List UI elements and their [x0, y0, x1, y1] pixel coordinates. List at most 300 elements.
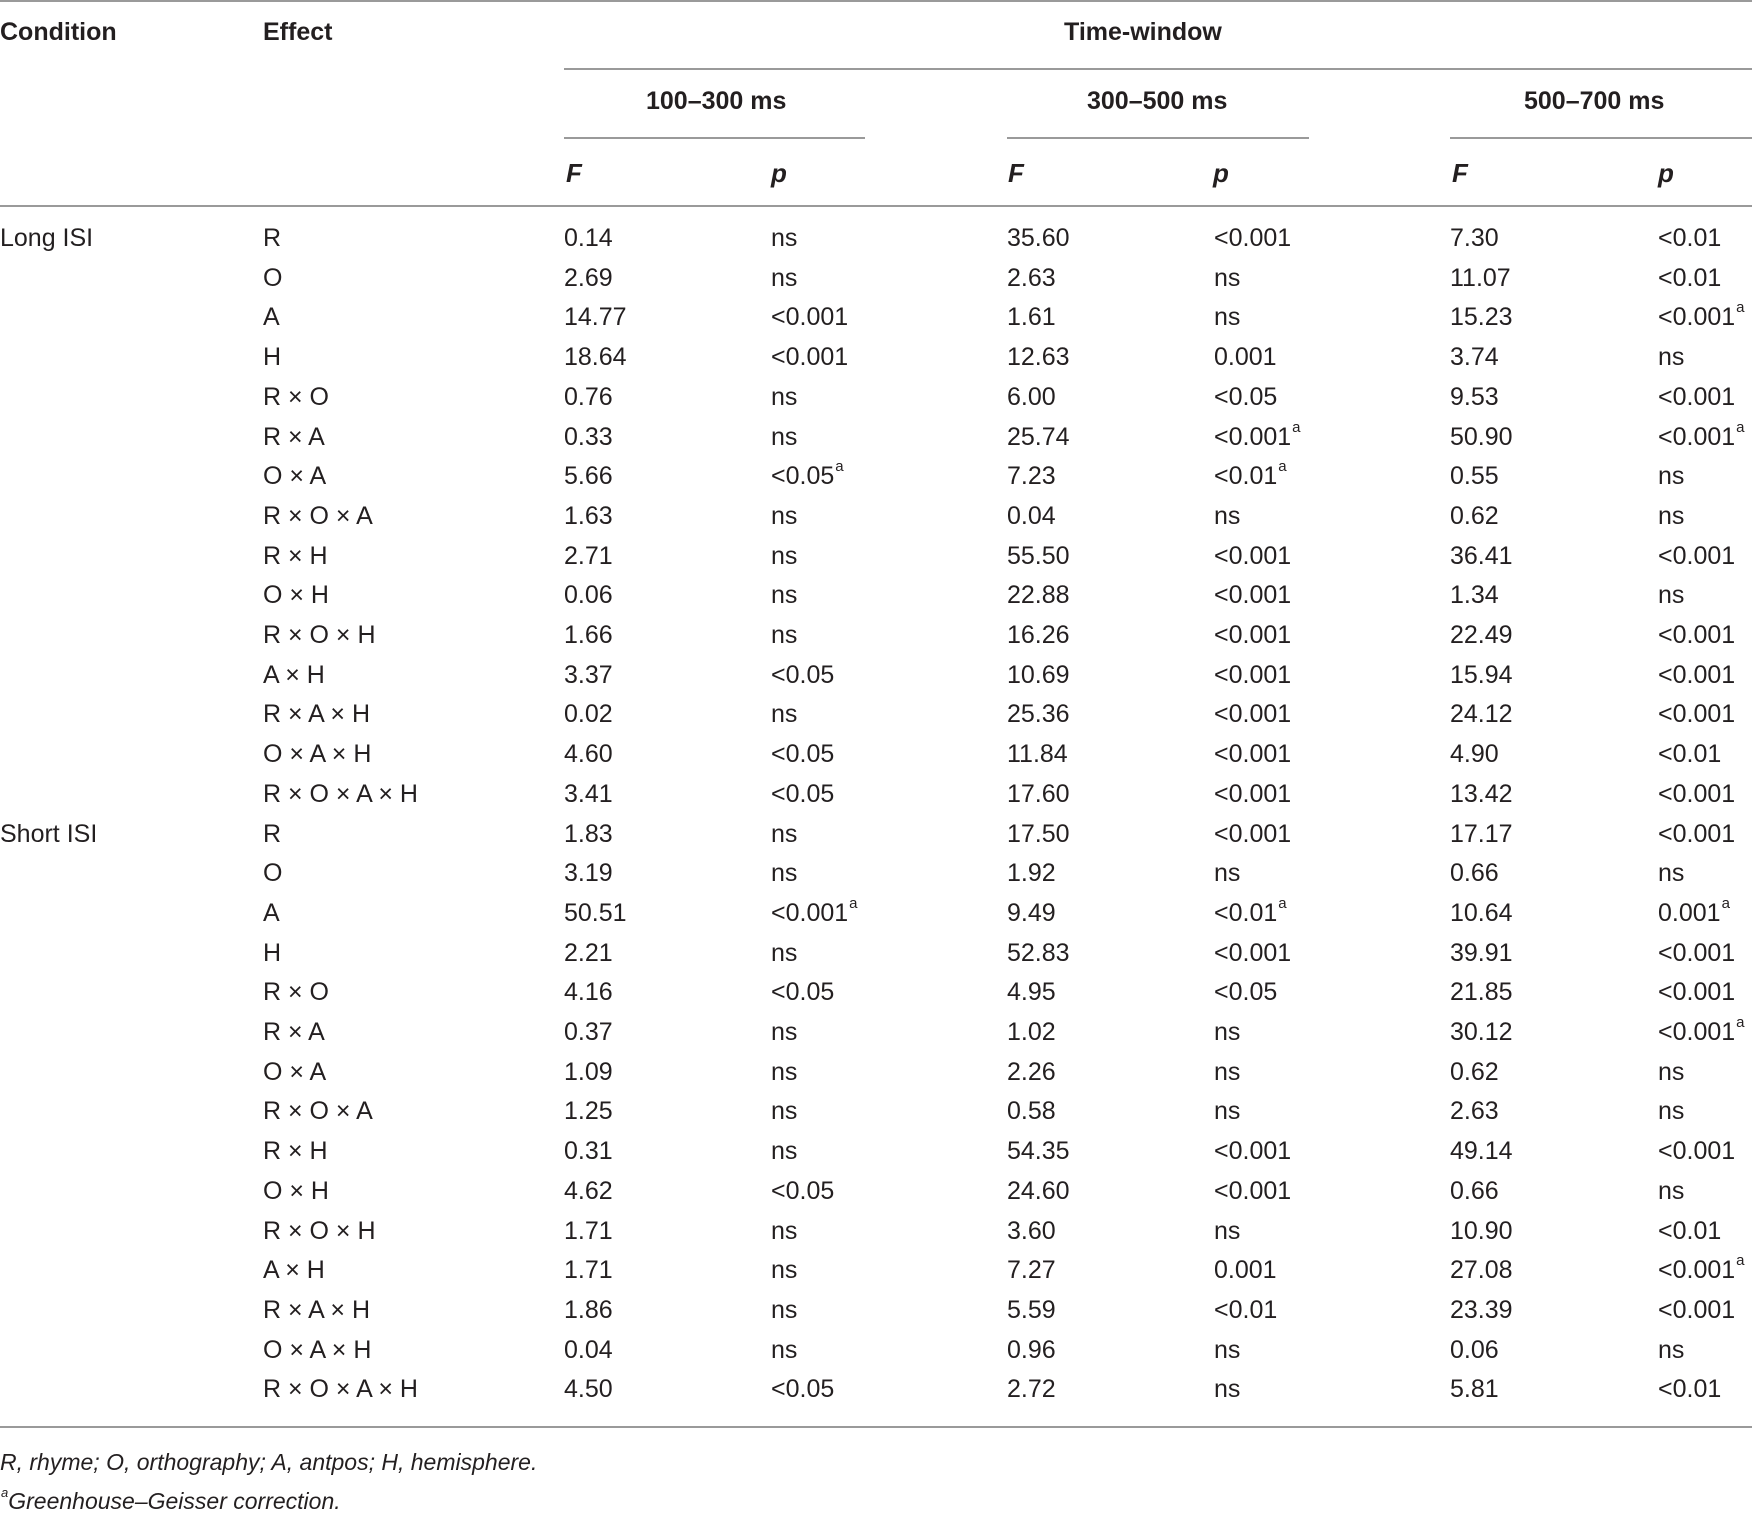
p-cell-300-500-value: <0.001: [1214, 423, 1292, 451]
f-cell-500-700-value: 1.34: [1450, 581, 1499, 609]
f-cell-100-300-value: 2.21: [564, 939, 613, 967]
p-cell-500-700-value: ns: [1658, 462, 1685, 490]
f-cell-300-500-value: 5.59: [1007, 1296, 1056, 1324]
f-cell-500-700-value: 0.66: [1450, 1177, 1499, 1205]
f-cell-300-500: [1007, 623, 1070, 648]
p-cell-300-500-value: ns: [1214, 264, 1241, 292]
p-cell-500-700: [1658, 1377, 1721, 1402]
f-cell-300-500-value: 4.95: [1007, 978, 1056, 1006]
effect-cell: [263, 861, 282, 886]
p-cell-100-300: [771, 623, 797, 648]
p-cell-300-500-value: <0.001: [1214, 1177, 1292, 1205]
f-cell-500-700: [1450, 623, 1513, 648]
p-cell-300-500-value: <0.01: [1214, 462, 1278, 490]
f-cell-500-700: [1450, 1377, 1499, 1402]
f-cell-500-700-value: 50.90: [1450, 423, 1513, 451]
f-cell-500-700: [1450, 305, 1513, 330]
p-cell-100-300: [771, 425, 797, 450]
f-cell-500-700: [1450, 1099, 1499, 1124]
effect-cell-value: R × A × H: [263, 1296, 371, 1324]
f-cell-100-300-value: 2.69: [564, 264, 613, 292]
f-cell-100-300-value: 0.33: [564, 423, 613, 451]
p-cell-100-300-value: ns: [771, 502, 798, 530]
effect-cell: [263, 782, 418, 807]
p-cell-100-300-value: ns: [771, 859, 798, 887]
window-1-rule: [564, 137, 865, 139]
f-cell-500-700-value: 21.85: [1450, 978, 1513, 1006]
f-cell-500-700: [1450, 980, 1513, 1005]
f-cell-100-300-value: 4.50: [564, 1375, 613, 1403]
p-cell-300-500-value: ns: [1214, 1058, 1241, 1086]
effect-cell-value: R × A × H: [263, 700, 371, 728]
f-cell-100-300: [564, 861, 613, 886]
window-3-header: 500–700 ms: [1524, 87, 1665, 115]
f-cell-500-700: [1450, 941, 1513, 966]
f-cell-500-700-value: 0.62: [1450, 502, 1499, 530]
p-cell-500-700: [1658, 1014, 1745, 1046]
effect-cell-value: R × O × A × H: [263, 1375, 418, 1403]
effect-cell-value: O × A × H: [263, 740, 372, 768]
effect-cell-value: R × A: [263, 1018, 325, 1046]
f-cell-300-500-value: 0.58: [1007, 1097, 1056, 1125]
p-cell-500-700: [1658, 782, 1735, 807]
f-cell-300-500-value: 52.83: [1007, 939, 1070, 967]
f-cell-500-700: [1450, 385, 1499, 410]
f-cell-300-500: [1007, 1179, 1070, 1204]
p-cell-500-700: [1658, 299, 1745, 331]
window-1-header: 100–300 ms: [646, 87, 787, 115]
f-header-2: F: [1008, 158, 1024, 188]
f-cell-100-300-value: 1.86: [564, 1296, 613, 1324]
f-cell-100-300: [564, 305, 627, 330]
f-cell-300-500-value: 1.92: [1007, 859, 1056, 887]
p-cell-100-300: [771, 385, 797, 410]
f-cell-500-700-value: 3.74: [1450, 343, 1499, 371]
f-cell-100-300-value: 4.62: [564, 1177, 613, 1205]
effect-cell: [263, 544, 328, 569]
effect-header: Effect: [263, 18, 333, 46]
f-cell-500-700: [1450, 1020, 1513, 1045]
p-cell-300-500: [1214, 822, 1291, 847]
f-cell-100-300: [564, 623, 613, 648]
f-cell-300-500-value: 9.49: [1007, 899, 1056, 927]
effect-cell: [263, 504, 373, 529]
p-cell-500-700-value: ns: [1658, 1177, 1685, 1205]
p-cell-500-700-value: ns: [1658, 581, 1685, 609]
f-cell-100-300-value: 0.76: [564, 383, 613, 411]
f-cell-300-500: [1007, 544, 1070, 569]
top-rule: [0, 0, 1752, 2]
f-cell-100-300: [564, 1298, 613, 1323]
effect-cell-value: R: [263, 224, 282, 252]
f-cell-300-500: [1007, 345, 1070, 370]
footnote-marker: a: [1721, 895, 1730, 912]
p-cell-500-700: [1658, 1298, 1735, 1323]
f-cell-100-300-value: 1.09: [564, 1058, 613, 1086]
f-cell-100-300-value: 1.83: [564, 820, 613, 848]
p-cell-100-300: [771, 663, 834, 688]
f-cell-300-500-value: 7.27: [1007, 1256, 1056, 1284]
effect-cell: [263, 1338, 371, 1363]
effect-cell-value: O × A: [263, 462, 327, 490]
p-cell-100-300: [771, 742, 834, 767]
effect-cell: [263, 1298, 370, 1323]
p-cell-300-500: [1214, 742, 1291, 767]
f-cell-500-700-value: 7.30: [1450, 224, 1499, 252]
f-cell-500-700: [1450, 345, 1499, 370]
p-cell-100-300: [771, 458, 844, 490]
p-cell-100-300-value: ns: [771, 1296, 798, 1324]
effect-cell: [263, 583, 329, 608]
f-cell-100-300: [564, 226, 613, 251]
f-cell-100-300-value: 1.71: [564, 1256, 613, 1284]
f-cell-500-700-value: 2.63: [1450, 1097, 1499, 1125]
p-cell-300-500: [1214, 1338, 1240, 1363]
p-cell-500-700: [1658, 226, 1721, 251]
effect-cell-value: O × A × H: [263, 1336, 372, 1364]
p-cell-100-300: [771, 305, 848, 330]
p-cell-500-700: [1658, 1060, 1684, 1085]
p-cell-500-700-value: <0.001: [1658, 820, 1736, 848]
p-cell-100-300-value: ns: [771, 1097, 798, 1125]
p-cell-300-500-value: ns: [1214, 859, 1241, 887]
f-cell-300-500: [1007, 1060, 1056, 1085]
p-cell-500-700: [1658, 464, 1684, 489]
p-cell-100-300: [771, 980, 834, 1005]
effect-cell-value: A: [263, 303, 280, 331]
p-cell-500-700-value: <0.001: [1658, 303, 1736, 331]
effect-cell: [263, 663, 325, 688]
p-cell-100-300: [771, 782, 834, 807]
condition-header: Condition: [0, 18, 117, 46]
p-cell-500-700-value: <0.001: [1658, 383, 1736, 411]
f-cell-100-300: [564, 742, 613, 767]
p-cell-300-500-value: <0.001: [1214, 740, 1292, 768]
p-cell-500-700-value: <0.001: [1658, 780, 1736, 808]
p-cell-300-500: [1214, 1377, 1240, 1402]
f-cell-300-500: [1007, 861, 1056, 886]
p-cell-100-300-value: ns: [771, 939, 798, 967]
p-cell-500-700: [1658, 702, 1735, 727]
p-cell-300-500: [1214, 504, 1240, 529]
p-cell-500-700-value: <0.01: [1658, 264, 1722, 292]
p-cell-300-500-value: <0.001: [1214, 1137, 1292, 1165]
f-header-3: F: [1452, 158, 1468, 188]
time-window-rule: [564, 68, 1752, 70]
effect-cell: [263, 1219, 376, 1244]
effect-cell-value: H: [263, 343, 282, 371]
f-cell-300-500-value: 55.50: [1007, 542, 1070, 570]
p-cell-500-700-value: <0.001: [1658, 1296, 1736, 1324]
f-cell-500-700: [1450, 1219, 1513, 1244]
f-cell-500-700: [1450, 1179, 1499, 1204]
effect-cell-value: A × H: [263, 661, 325, 689]
p-cell-100-300-value: <0.001: [771, 303, 849, 331]
p-cell-500-700-value: ns: [1658, 1336, 1685, 1364]
p-cell-300-500: [1214, 458, 1287, 490]
f-cell-500-700-value: 0.62: [1450, 1058, 1499, 1086]
f-cell-300-500: [1007, 425, 1070, 450]
p-cell-500-700-value: <0.001: [1658, 1256, 1736, 1284]
f-cell-100-300-value: 4.16: [564, 978, 613, 1006]
f-cell-300-500: [1007, 1219, 1056, 1244]
f-cell-100-300-value: 0.06: [564, 581, 613, 609]
f-header-1: F: [566, 158, 582, 188]
header-bottom-rule: [0, 205, 1752, 207]
effect-cell: [263, 305, 280, 330]
f-cell-500-700-value: 30.12: [1450, 1018, 1513, 1046]
p-cell-100-300: [771, 226, 797, 251]
f-cell-100-300: [564, 266, 613, 291]
effect-cell: [263, 1139, 328, 1164]
f-cell-100-300: [564, 464, 613, 489]
p-cell-500-700-value: ns: [1658, 343, 1685, 371]
p-cell-500-700-value: ns: [1658, 502, 1685, 530]
f-cell-500-700: [1450, 663, 1513, 688]
p-cell-500-700-value: <0.01: [1658, 1375, 1722, 1403]
p-cell-300-500: [1214, 941, 1291, 966]
p-header-2: p: [1213, 158, 1229, 188]
p-cell-300-500: [1214, 663, 1291, 688]
f-cell-500-700-value: 13.42: [1450, 780, 1513, 808]
p-cell-300-500: [1214, 1258, 1277, 1283]
f-cell-100-300: [564, 1338, 613, 1363]
f-cell-300-500-value: 12.63: [1007, 343, 1070, 371]
p-cell-500-700: [1658, 1099, 1684, 1124]
effect-cell-value: R × H: [263, 1137, 328, 1165]
f-cell-100-300: [564, 583, 613, 608]
p-cell-300-500: [1214, 544, 1291, 569]
p-cell-300-500-value: <0.001: [1214, 581, 1292, 609]
p-cell-100-300: [771, 504, 797, 529]
f-cell-500-700: [1450, 702, 1513, 727]
f-cell-300-500-value: 25.74: [1007, 423, 1070, 451]
p-cell-500-700: [1658, 345, 1684, 370]
f-cell-300-500: [1007, 583, 1070, 608]
footnote-marker: a: [1736, 299, 1745, 316]
p-cell-500-700: [1658, 980, 1735, 1005]
f-cell-300-500: [1007, 385, 1056, 410]
effect-cell: [263, 464, 326, 489]
p-cell-500-700: [1658, 419, 1745, 451]
effect-cell-value: O × H: [263, 581, 329, 609]
p-cell-300-500-value: <0.001: [1214, 661, 1292, 689]
p-cell-500-700: [1658, 623, 1735, 648]
p-cell-300-500: [1214, 385, 1277, 410]
p-cell-500-700: [1658, 266, 1721, 291]
p-cell-500-700-value: <0.001: [1658, 542, 1736, 570]
window-2-rule: [1007, 137, 1309, 139]
p-cell-100-300-value: ns: [771, 1018, 798, 1046]
f-cell-300-500-value: 6.00: [1007, 383, 1056, 411]
effect-cell-value: R × A: [263, 423, 325, 451]
p-cell-100-300-value: ns: [771, 1256, 798, 1284]
p-cell-300-500: [1214, 266, 1240, 291]
p-cell-100-300-value: <0.05: [771, 661, 835, 689]
p-cell-500-700-value: <0.01: [1658, 224, 1722, 252]
p-cell-500-700: [1658, 1219, 1721, 1244]
p-cell-300-500: [1214, 1219, 1240, 1244]
f-cell-500-700: [1450, 1338, 1499, 1363]
f-cell-100-300-value: 0.31: [564, 1137, 613, 1165]
p-cell-100-300: [771, 861, 797, 886]
effect-cell: [263, 1099, 373, 1124]
p-cell-300-500-value: <0.05: [1214, 383, 1278, 411]
p-cell-100-300-value: <0.05: [771, 462, 835, 490]
effect-cell: [263, 425, 325, 450]
effect-cell-value: A: [263, 899, 280, 927]
f-cell-500-700-value: 5.81: [1450, 1375, 1499, 1403]
f-cell-300-500-value: 17.50: [1007, 820, 1070, 848]
effect-cell: [263, 1258, 325, 1283]
p-cell-500-700-value: <0.001: [1658, 1018, 1736, 1046]
f-cell-100-300-value: 0.14: [564, 224, 613, 252]
p-cell-300-500-value: 0.001: [1214, 343, 1277, 371]
table-bottom-rule: [0, 1426, 1752, 1428]
f-cell-100-300: [564, 1179, 613, 1204]
f-cell-500-700: [1450, 226, 1499, 251]
f-cell-100-300: [564, 1139, 613, 1164]
effect-cell-value: A × H: [263, 1256, 325, 1284]
f-cell-500-700-value: 10.90: [1450, 1217, 1513, 1245]
f-cell-300-500-value: 54.35: [1007, 1137, 1070, 1165]
f-cell-300-500: [1007, 1377, 1056, 1402]
p-cell-100-300-value: ns: [771, 224, 798, 252]
f-cell-100-300: [564, 345, 627, 370]
f-cell-500-700: [1450, 425, 1513, 450]
f-cell-100-300: [564, 980, 613, 1005]
condition-cell: [0, 226, 93, 251]
effect-cell-value: R × O × A: [263, 1097, 373, 1125]
effect-cell: [263, 1179, 329, 1204]
f-cell-500-700-value: 9.53: [1450, 383, 1499, 411]
f-cell-300-500: [1007, 504, 1056, 529]
p-cell-500-700: [1658, 1252, 1745, 1284]
f-cell-100-300: [564, 425, 613, 450]
f-cell-100-300-value: 14.77: [564, 303, 627, 331]
f-cell-300-500: [1007, 663, 1070, 688]
p-cell-100-300-value: ns: [771, 1217, 798, 1245]
f-cell-300-500-value: 3.60: [1007, 1217, 1056, 1245]
window-3-rule: [1450, 137, 1752, 139]
footnote-marker: a: [849, 895, 858, 912]
p-cell-100-300-value: ns: [771, 423, 798, 451]
effect-cell: [263, 345, 281, 370]
effect-cell: [263, 901, 280, 926]
p-cell-300-500-value: <0.01: [1214, 899, 1278, 927]
p-cell-500-700: [1658, 861, 1684, 886]
f-cell-500-700: [1450, 782, 1513, 807]
p-cell-100-300: [771, 345, 848, 370]
f-cell-300-500: [1007, 822, 1070, 847]
f-cell-300-500: [1007, 464, 1056, 489]
f-cell-100-300: [564, 663, 613, 688]
f-cell-300-500: [1007, 901, 1056, 926]
p-cell-300-500: [1214, 980, 1277, 1005]
footnote-marker: a: [1736, 1014, 1745, 1031]
footnote-marker: a: [1736, 1252, 1745, 1269]
p-cell-100-300-value: ns: [771, 581, 798, 609]
p-cell-100-300-value: <0.05: [771, 740, 835, 768]
f-cell-300-500-value: 17.60: [1007, 780, 1070, 808]
f-cell-500-700: [1450, 742, 1499, 767]
p-cell-100-300: [771, 895, 858, 927]
f-cell-100-300: [564, 544, 613, 569]
footnote-marker: a: [1278, 895, 1287, 912]
p-cell-100-300-value: <0.05: [771, 780, 835, 808]
p-cell-300-500: [1214, 1139, 1291, 1164]
f-cell-300-500-value: 2.72: [1007, 1375, 1056, 1403]
f-cell-100-300-value: 3.37: [564, 661, 613, 689]
p-cell-500-700-value: <0.001: [1658, 621, 1736, 649]
f-cell-100-300: [564, 1020, 613, 1045]
effect-cell: [263, 266, 282, 291]
f-cell-100-300-value: 1.66: [564, 621, 613, 649]
p-cell-500-700: [1658, 941, 1735, 966]
p-cell-100-300-value: ns: [771, 820, 798, 848]
p-cell-300-500: [1214, 861, 1240, 886]
p-cell-100-300-value: ns: [771, 621, 798, 649]
f-cell-300-500: [1007, 1258, 1056, 1283]
p-cell-300-500: [1214, 702, 1291, 727]
p-cell-100-300: [771, 822, 797, 847]
f-cell-100-300-value: 50.51: [564, 899, 627, 927]
f-cell-500-700: [1450, 1060, 1499, 1085]
p-cell-100-300: [771, 1219, 797, 1244]
p-cell-500-700: [1658, 504, 1684, 529]
f-cell-500-700-value: 0.55: [1450, 462, 1499, 490]
p-cell-100-300: [771, 941, 797, 966]
effect-cell-value: O: [263, 264, 283, 292]
effect-cell: [263, 623, 376, 648]
p-header-1: p: [771, 158, 787, 188]
f-cell-500-700-value: 24.12: [1450, 700, 1513, 728]
f-cell-100-300-value: 3.41: [564, 780, 613, 808]
effect-cell: [263, 980, 329, 1005]
f-cell-300-500-value: 2.63: [1007, 264, 1056, 292]
f-cell-500-700: [1450, 901, 1513, 926]
effect-cell-value: O × A: [263, 1058, 327, 1086]
effect-cell-value: R × H: [263, 542, 328, 570]
f-cell-500-700: [1450, 1139, 1513, 1164]
f-cell-100-300: [564, 941, 613, 966]
effect-cell: [263, 941, 281, 966]
f-cell-100-300: [564, 1219, 613, 1244]
p-cell-100-300: [771, 1060, 797, 1085]
p-cell-500-700: [1658, 385, 1735, 410]
p-cell-100-300: [771, 1258, 797, 1283]
p-cell-300-500-value: <0.001: [1214, 224, 1292, 252]
effect-cell: [263, 702, 370, 727]
effect-cell: [263, 822, 281, 847]
f-cell-100-300: [564, 385, 613, 410]
effect-cell-value: O: [263, 859, 283, 887]
effect-cell: [263, 1020, 325, 1045]
p-cell-100-300-value: ns: [771, 1137, 798, 1165]
f-cell-100-300: [564, 1060, 613, 1085]
effect-cell: [263, 1060, 326, 1085]
f-cell-300-500-value: 16.26: [1007, 621, 1070, 649]
p-cell-500-700-value: ns: [1658, 1058, 1685, 1086]
effect-cell-value: R × O × H: [263, 621, 376, 649]
f-cell-500-700-value: 4.90: [1450, 740, 1499, 768]
f-cell-100-300: [564, 1377, 613, 1402]
p-cell-300-500-value: ns: [1214, 1018, 1241, 1046]
effect-cell-value: R: [263, 820, 282, 848]
f-cell-500-700-value: 39.91: [1450, 939, 1513, 967]
p-cell-100-300-value: <0.001: [771, 899, 849, 927]
p-cell-100-300-value: ns: [771, 383, 798, 411]
